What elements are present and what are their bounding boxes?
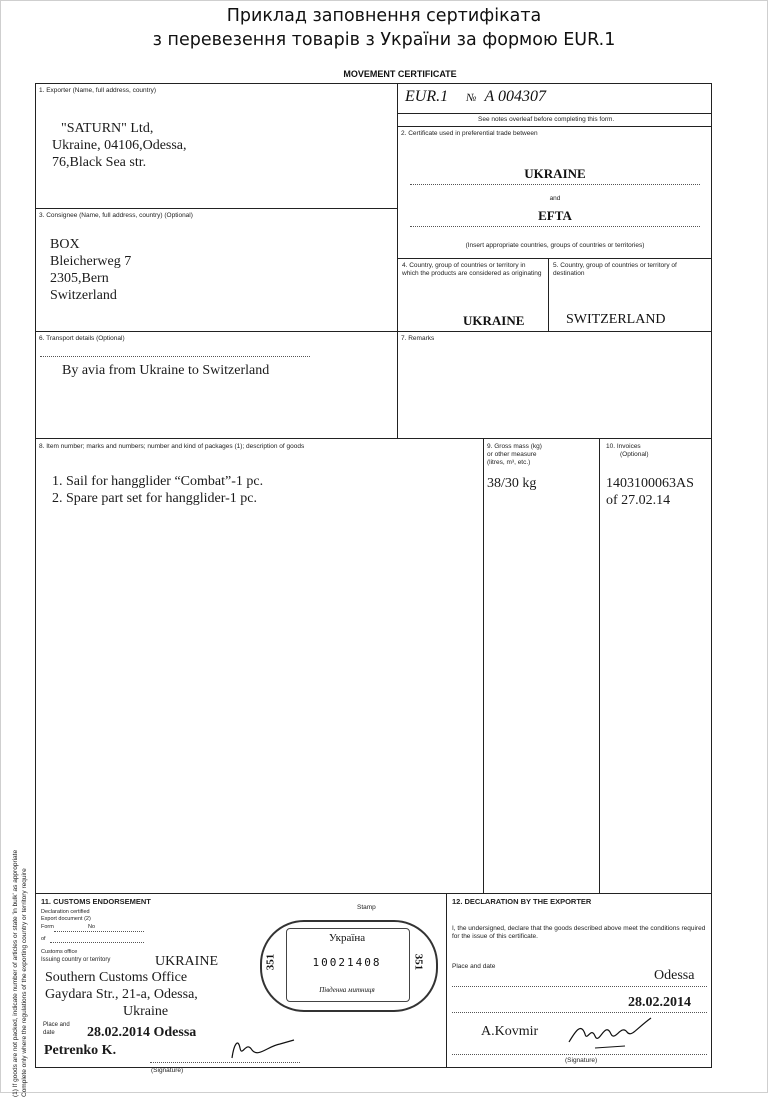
consignee-value bbox=[50, 236, 131, 304]
consignee-line: BOX bbox=[50, 237, 80, 252]
invoices-value bbox=[606, 475, 694, 509]
issuing-country-value: UKRAINE bbox=[155, 954, 218, 969]
stamp-bottom: Південна митниця bbox=[319, 986, 375, 994]
exporter-value bbox=[52, 120, 187, 171]
customs-place-value: 28.02.2014 Odessa bbox=[87, 1025, 197, 1040]
customs-office-line: Southern Customs Office bbox=[45, 970, 188, 985]
preferential-trade-label: 2. Certificate used in preferential trade between bbox=[401, 130, 538, 137]
cert-no-sign: № bbox=[466, 92, 477, 104]
trade-and: and bbox=[549, 195, 561, 202]
destination-value: SWITZERLAND bbox=[566, 312, 666, 327]
customs-office-address bbox=[45, 969, 198, 1020]
insert-countries-note: (Insert appropriate countries, groups of countries or territories) bbox=[465, 242, 645, 249]
exporter-declaration-text: I, the undersigned, declare that the goods described above meet the conditions required for the issue of this certificate. bbox=[452, 925, 706, 940]
customs-officer-name: Petrenko K. bbox=[44, 1043, 117, 1058]
stamp-number: 10021408 bbox=[312, 956, 382, 969]
exporter-date-value: 28.02.2014 bbox=[628, 995, 691, 1010]
customs-signature-label: (Signature) bbox=[151, 1067, 184, 1074]
gross-mass-label-line: or other measure bbox=[487, 451, 537, 458]
invoices-label bbox=[606, 443, 649, 459]
trade-country-1: UKRAINE bbox=[524, 166, 586, 181]
cert-prefix: EUR.1 bbox=[405, 88, 449, 105]
page-heading bbox=[0, 4, 768, 52]
consignee-line: Switzerland bbox=[50, 288, 117, 303]
gross-mass-label-line: 9. Gross mass (kg) bbox=[487, 443, 542, 450]
stamp-country: Україна bbox=[328, 932, 366, 944]
origin-label: 4. Country, group of countries or territory in which the products are considered as originating bbox=[402, 262, 542, 277]
goods-items bbox=[52, 473, 263, 507]
customs-stamp bbox=[260, 920, 436, 1010]
customs-place-label: Place and date bbox=[43, 1022, 70, 1036]
transport-value: By avia from Ukraine to Switzerland bbox=[62, 363, 270, 378]
heading-line-1: Приклад заповнення сертифіката bbox=[226, 6, 542, 26]
customs-signature bbox=[228, 1032, 298, 1062]
form-label: Form bbox=[41, 924, 54, 930]
origin-value: UKRAINE bbox=[463, 313, 525, 328]
exporter-line: Ukraine, 04106,Odessa, bbox=[52, 138, 187, 153]
certificate-number bbox=[405, 88, 546, 106]
goods-item: 1. Sail for hangglider “Combat”-1 pc. bbox=[52, 474, 264, 489]
trade-country-2: EFTA bbox=[538, 208, 572, 223]
cert-number: A 004307 bbox=[484, 88, 546, 105]
exporter-place-value: Odessa bbox=[654, 968, 695, 983]
customs-office-label: Customs office bbox=[41, 949, 78, 955]
remarks-label: 7. Remarks bbox=[401, 335, 435, 342]
consignee-label: 3. Consignee (Name, full address, country) (Optional) bbox=[39, 212, 193, 219]
side-note-regulations: Complete only where the regulations of the exporting country or territory require bbox=[21, 868, 28, 1097]
exporter-signature-label: (Signature) bbox=[565, 1057, 598, 1064]
exporter-name: A.Kovmir bbox=[481, 1024, 539, 1039]
side-note-packing: (1) If goods are not packed, indicate number of articles or state 'in bulk' as appropriate bbox=[12, 849, 19, 1097]
consignee-line: Bleicherweg 7 bbox=[50, 254, 132, 269]
cert-note: See notes overleaf before completing this form. bbox=[478, 116, 615, 123]
exporter-line: 76,Black Sea str. bbox=[52, 155, 147, 170]
exporter-place-label: Place and date bbox=[452, 963, 496, 970]
destination-label: 5. Country, group of countries or territory of destination bbox=[553, 262, 677, 277]
invoices-label-line: (Optional) bbox=[620, 451, 649, 458]
exporter-signature bbox=[565, 1012, 655, 1052]
customs-endorsement-title: 11. CUSTOMS ENDORSEMENT bbox=[41, 897, 151, 906]
gross-mass-label-line: (litres, m³, etc.) bbox=[487, 459, 531, 466]
goods-description-label: 8. Item number; marks and numbers; number and kind of packages (1); description of goods bbox=[39, 443, 305, 450]
goods-item: 2. Spare part set for hangglider-1 pc. bbox=[52, 491, 257, 506]
invoice-line: 1403100063AS bbox=[606, 476, 694, 491]
heading-line-2: з перевезення товарів з України за формою EUR.1 bbox=[152, 30, 616, 50]
exporter-line: "SATURN" Ltd, bbox=[61, 121, 154, 136]
gross-mass-value: 38/30 kg bbox=[487, 476, 537, 491]
exporter-declaration-title: 12. DECLARATION BY THE EXPORTER bbox=[452, 897, 592, 906]
of-label: of bbox=[41, 936, 46, 942]
gross-mass-label bbox=[487, 443, 542, 467]
invoice-line: of 27.02.14 bbox=[606, 493, 671, 508]
customs-office-line: Gaydara Str., 21-a, Odessa, bbox=[45, 987, 198, 1002]
customs-office-line: Ukraine bbox=[123, 1004, 169, 1019]
stamp-right-code: 351 bbox=[412, 953, 425, 971]
exporter-label: 1. Exporter (Name, full address, country) bbox=[39, 87, 157, 94]
issuing-country-label: Issuing country or territory bbox=[41, 957, 111, 963]
export-document: Export document (2) bbox=[41, 916, 91, 922]
stamp-left-code: 351 bbox=[264, 953, 277, 971]
invoices-label-line: 10. Invoices bbox=[606, 443, 641, 450]
consignee-line: 2305,Bern bbox=[50, 271, 109, 286]
transport-label: 6. Transport details (Optional) bbox=[39, 335, 125, 342]
stamp-label: Stamp bbox=[357, 904, 376, 911]
no-label: No bbox=[88, 924, 96, 930]
form-title: MOVEMENT CERTIFICATE bbox=[343, 69, 457, 79]
declaration-certified: Declaration certified bbox=[41, 909, 90, 915]
